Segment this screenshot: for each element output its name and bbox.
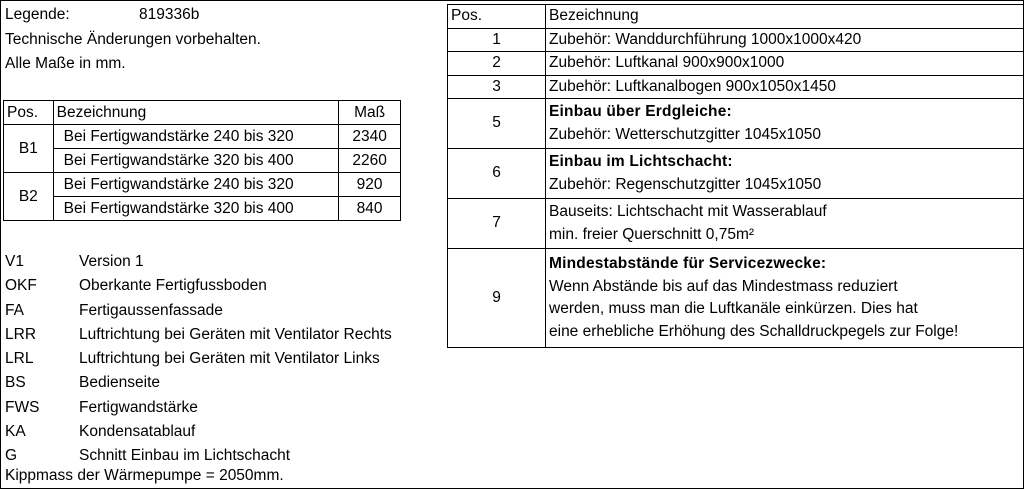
legend-label: Legende: [5, 6, 70, 23]
dim-name: Bei Fertigwandstärke 320 bis 400 [53, 149, 339, 173]
legend-note-units: Alle Maße in mm. [5, 55, 126, 72]
pos-desc-line: Bauseits: Lichtschacht mit Wasserablauf [549, 203, 827, 220]
abbr-text: Luftrichtung bei Geräten mit Ventilator Links [79, 350, 380, 368]
header-mass: Maß [339, 101, 401, 125]
table-row [448, 149, 1024, 199]
abbr-code: BS [5, 374, 26, 392]
abbr-code: FA [5, 301, 24, 319]
pos-number: 3 [448, 75, 546, 99]
pos-desc: Zubehör: Luftkanalbogen 900x1050x1450 [546, 75, 1024, 99]
dim-mass: 2340 [339, 125, 401, 149]
position-table [447, 4, 1024, 348]
pos-desc-line: werden, muss man die Luftkanäle einkürzen. Dies hat [549, 300, 918, 317]
legend-note-changes: Technische Änderungen vorbehalten. [5, 31, 261, 48]
dim-pos: B1 [4, 125, 54, 173]
header-pos: Pos. [448, 5, 546, 29]
table-row [448, 99, 1024, 149]
table-row [4, 125, 401, 149]
table-row [448, 199, 1024, 249]
abbr-code: LRR [5, 325, 37, 343]
abbr-text: Oberkante Fertigfussboden [79, 277, 267, 295]
abbr-text: Kondensatablauf [79, 423, 196, 441]
drawing-number: 819336b [139, 6, 200, 23]
dim-mass: 920 [339, 173, 401, 197]
pos-desc: Zubehör: Wanddurchführung 1000x1000x420 [546, 28, 1024, 52]
pos-desc-heading: Mindestabstände für Servicezwecke: [549, 255, 827, 272]
pos-number: 2 [448, 52, 546, 76]
dim-pos: B2 [4, 173, 54, 221]
table-header-row [448, 5, 1024, 29]
pos-number: 1 [448, 28, 546, 52]
pos-number: 9 [448, 249, 546, 348]
pos-desc-heading: Einbau im Lichtschacht: [549, 153, 733, 170]
abbr-text: Bedienseite [79, 374, 161, 392]
abbr-code: OKF [5, 277, 37, 295]
table-row [4, 173, 401, 197]
pos-number: 7 [448, 199, 546, 249]
table-row [4, 197, 401, 221]
abbr-code: V1 [5, 253, 24, 270]
header-name: Bezeichnung [546, 5, 1024, 29]
header-pos: Pos. [4, 101, 54, 125]
header-name: Bezeichnung [53, 101, 339, 125]
abbr-code: FWS [5, 398, 40, 416]
dim-mass: 840 [339, 197, 401, 221]
dim-name: Bei Fertigwandstärke 320 bis 400 [53, 197, 339, 221]
abbr-text: Fertigaussenfassade [79, 301, 223, 319]
pos-number: 5 [448, 99, 546, 149]
abbr-text: Schnitt Einbau im Lichtschacht [79, 447, 291, 465]
abbr-code: LRL [5, 350, 34, 368]
table-row [448, 249, 1024, 348]
abbr-text: Fertigwandstärke [79, 398, 198, 416]
abbr-code: G [5, 447, 18, 465]
pos-desc-line: min. freier Querschnitt 0,75m² [549, 225, 755, 243]
table-row [448, 75, 1024, 99]
pos-desc-heading: Einbau über Erdgleiche: [549, 103, 732, 120]
abbr-text: Version 1 [79, 253, 144, 270]
pos-desc [546, 149, 1024, 199]
pos-desc [546, 249, 1024, 348]
pos-number: 6 [448, 149, 546, 199]
pos-desc-line: Zubehör: Wetterschutzgitter 1045x1050 [549, 125, 821, 143]
pos-desc: Zubehör: Luftkanal 900x900x1000 [546, 52, 1024, 76]
footer-note: Kippmass der Wärmepumpe = 2050mm. [5, 467, 284, 484]
table-header-row [4, 101, 401, 125]
pos-desc-line: eine erhebliche Erhöhung des Schalldruckpegels zur Folge! [549, 322, 959, 340]
pos-desc [546, 99, 1024, 149]
pos-desc [546, 199, 1024, 249]
dim-name: Bei Fertigwandstärke 240 bis 320 [53, 173, 339, 197]
abbr-code: KA [5, 423, 26, 441]
pos-desc-line: Wenn Abstände bis auf das Mindestmass reduziert [549, 277, 898, 295]
table-row [4, 149, 401, 173]
pos-desc-line: Zubehör: Regenschutzgitter 1045x1050 [549, 175, 822, 193]
abbr-text: Luftrichtung bei Geräten mit Ventilator Rechts [79, 325, 392, 343]
dimension-table [3, 100, 401, 221]
dim-name: Bei Fertigwandstärke 240 bis 320 [53, 125, 339, 149]
table-row [448, 28, 1024, 52]
table-row [448, 52, 1024, 76]
dim-mass: 2260 [339, 149, 401, 173]
